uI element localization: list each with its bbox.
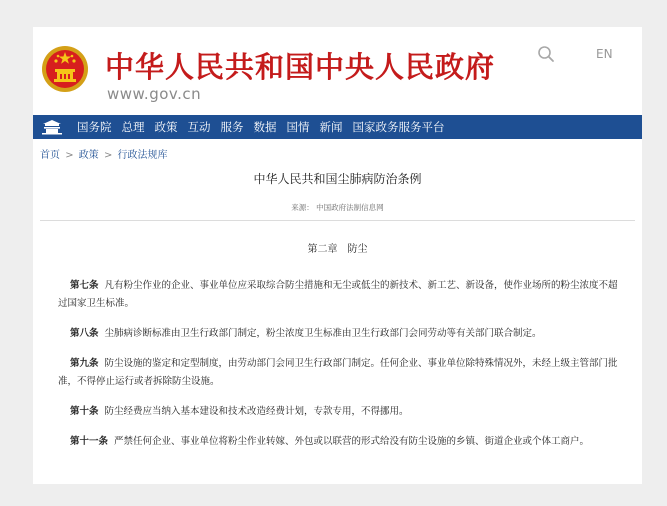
breadcrumb-separator: >	[103, 150, 113, 161]
nav-item-data[interactable]: 数据	[253, 120, 277, 134]
divider	[40, 220, 635, 221]
site-title[interactable]: 中华人民共和国中央人民政府	[105, 50, 496, 84]
article-text: 凡有粉尘作业的企业、事业单位应采取综合防尘措施和无尘或低尘的新技术、新工艺、新设备，使作业场所的粉尘浓度不超过国家卫生标准。	[58, 280, 618, 309]
article-text: 尘肺病诊断标准由卫生行政部门制定，粉尘浓度卫生标准由卫生行政部门会同劳动等有关部门联合制定。	[104, 328, 542, 339]
article-paragraph	[58, 277, 623, 313]
article-label: 第十条	[70, 406, 99, 417]
national-emblem-icon[interactable]	[41, 45, 89, 93]
article-label: 第十一条	[70, 436, 109, 447]
nav-item-news[interactable]: 新闻	[319, 120, 343, 134]
article-text: 严禁任何企业、事业单位将粉尘作业转嫁、外包或以联营的形式给没有防尘设施的乡镇、街道企业或个体工商户。	[114, 436, 590, 447]
nav-item-state-council[interactable]: 国务院	[77, 120, 112, 134]
article-text: 防尘经费应当纳入基本建设和技术改造经费计划，专款专用，不得挪用。	[104, 406, 409, 417]
chapter-heading: 第二章 防尘	[307, 244, 368, 255]
breadcrumb-policy[interactable]: 政策	[78, 150, 99, 161]
nav-item-services[interactable]: 服务	[220, 120, 244, 134]
article-paragraph	[58, 355, 623, 391]
article-paragraph	[58, 403, 623, 421]
breadcrumb	[40, 146, 168, 161]
tiananmen-icon[interactable]	[41, 119, 63, 135]
breadcrumb-regulations-library[interactable]: 行政法规库	[117, 150, 168, 161]
nav-item-national-conditions[interactable]: 国情	[286, 120, 310, 134]
article-title: 中华人民共和国尘肺病防治条例	[253, 172, 422, 186]
breadcrumb-home[interactable]: 首页	[40, 150, 60, 161]
breadcrumb-separator: >	[65, 150, 74, 161]
language-switch-button[interactable]: EN	[596, 47, 613, 61]
article-label: 第九条	[70, 358, 99, 369]
nav-item-government-service-platform[interactable]: 国家政务服务平台	[352, 120, 445, 134]
article-label: 第八条	[70, 328, 99, 339]
article-text: 防尘设施的鉴定和定型制度，由劳动部门会同卫生行政部门制定。任何企业、事业单位除特殊情况外，未经上级主管部门批准，不得停止运行或者拆除防尘设施。	[58, 358, 618, 387]
nav-item-premier[interactable]: 总理	[121, 120, 145, 134]
nav-item-policy[interactable]: 政策	[154, 120, 178, 134]
nav-item-interaction[interactable]: 互动	[187, 120, 211, 134]
site-domain: www.gov.cn	[107, 85, 202, 103]
main-nav	[33, 115, 642, 139]
article-label: 第七条	[70, 280, 99, 291]
article-source: 来源： 中国政府法制信息网	[291, 203, 384, 212]
article-paragraph	[58, 325, 623, 343]
article-paragraph	[58, 433, 623, 451]
page-frame	[33, 27, 642, 484]
site-header	[33, 27, 642, 115]
search-icon[interactable]	[537, 45, 555, 63]
